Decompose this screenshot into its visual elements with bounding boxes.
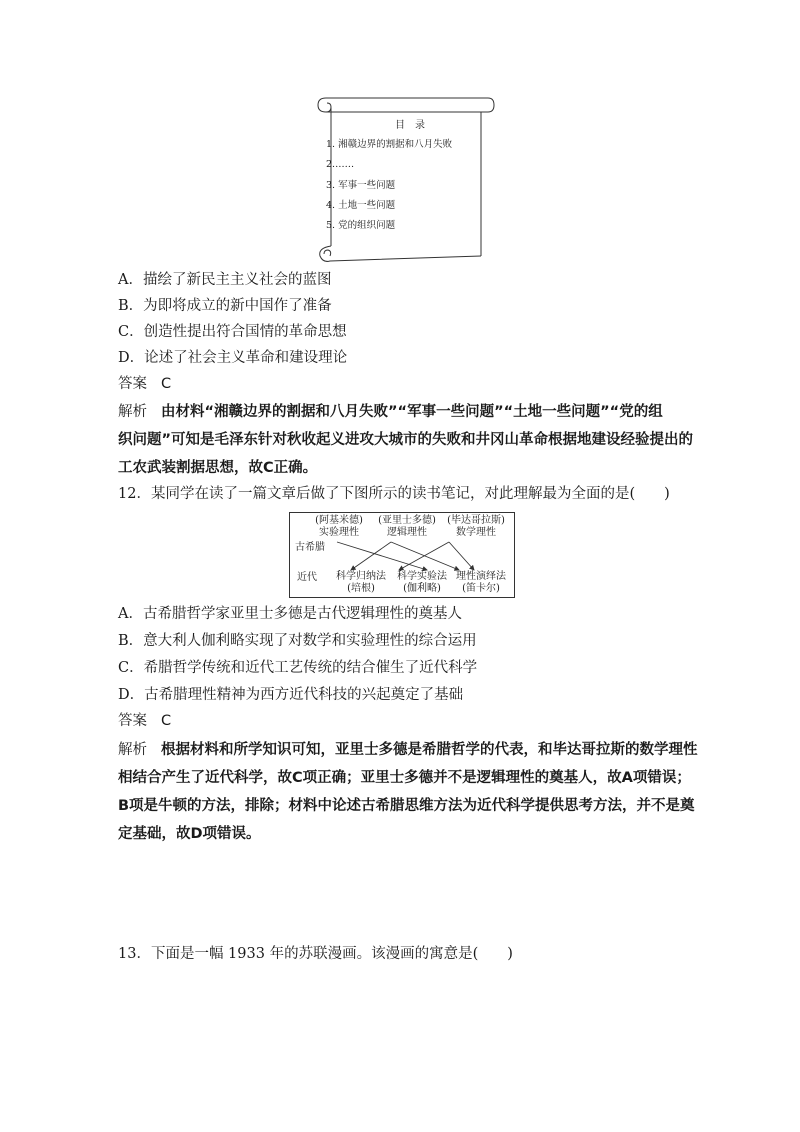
bottom-node-3 <box>451 571 511 595</box>
arrow-experimental-to-experiment <box>337 542 427 570</box>
top-node-1-name: (阿基米德) <box>315 515 363 526</box>
arrow-logical-to-induction <box>351 542 391 570</box>
top-node-2-name: (亚里士多德) <box>378 515 436 526</box>
q12-explanation-text-1: 根据材料和所学知识可知，亚里士多德是希腊哲学的代表，和毕达哥拉斯的数学理性 <box>161 742 698 758</box>
q12-answer <box>118 711 171 731</box>
scroll-figure <box>316 96 496 264</box>
arrow-math-to-deduction <box>449 542 474 570</box>
q12-answer-value: C <box>161 713 172 729</box>
q12-option-b: B．意大利人伽利略实现了对数学和实验理性的综合运用 <box>118 633 477 649</box>
q11-explanation-line-1 <box>118 402 663 422</box>
top-node-3-label: 数学理性 <box>456 527 496 538</box>
q11-explanation-line-2: 织问题”可知是毛泽东针对秋收起义进攻大城市的失败和井冈山革命根据地建设经验提出的 <box>118 432 694 448</box>
scroll-item-1: 1. 湘赣边界的割据和八月失败 <box>326 139 453 150</box>
q13-stem: 13．下面是一幅 1933 年的苏联漫画。该漫画的寓意是( ) <box>118 946 513 962</box>
bottom-node-1-name: (培根) <box>347 583 375 594</box>
scroll-item-2: 2.…… <box>326 159 355 170</box>
bottom-node-3-label: 理性演绎法 <box>456 571 506 582</box>
q11-explanation-tag: 解析 <box>118 404 147 420</box>
q11-option-d: D．论述了社会主义革命和建设理论 <box>118 350 348 366</box>
bottom-node-2-label: 科学实验法 <box>397 571 447 582</box>
q11-option-a: A．描绘了新民主主义社会的蓝图 <box>118 272 332 288</box>
q12-option-d: D．古希腊理性精神为西方近代科技的兴起奠定了基础 <box>118 687 464 703</box>
q12-explanation-line-1 <box>118 740 698 760</box>
scroll-item-3: 3. 军事一些问题 <box>326 180 396 191</box>
q12-answer-tag: 答案 <box>118 713 147 729</box>
top-node-1-label: 实验理性 <box>319 527 359 538</box>
q11-explanation-line-3: 工农武装割据思想，故C正确。 <box>118 460 318 476</box>
q11-explanation-text-1: 由材料“湘赣边界的割据和八月失败”“军事一些问题”“土地一些问题”“党的组 <box>161 404 663 420</box>
q12-explanation-line-4: 定基础，故D项错误。 <box>118 826 261 842</box>
q12-option-a: A．古希腊哲学家亚里士多德是古代逻辑理性的奠基人 <box>118 606 462 622</box>
scroll-item-5: 5. 党的组织问题 <box>326 220 396 231</box>
row-label-ancient-greece: 古希腊 <box>295 542 325 553</box>
arrow-math-to-experiment <box>399 542 449 570</box>
reading-notes-diagram <box>289 512 515 598</box>
top-node-1 <box>311 515 367 539</box>
top-node-3-name: (毕达哥拉斯) <box>447 515 505 526</box>
q12-explanation-tag: 解析 <box>118 742 147 758</box>
top-node-2 <box>375 515 439 539</box>
bottom-node-1-label: 科学归纳法 <box>336 571 386 582</box>
top-node-2-label: 逻辑理性 <box>387 527 427 538</box>
top-node-3 <box>443 515 509 539</box>
bottom-node-2 <box>393 571 451 595</box>
q11-answer <box>118 374 171 394</box>
scroll-title: 目 录 <box>395 120 425 131</box>
q12-explanation-line-3: B项是牛顿的方法，排除；材料中论述古希腊思维方法为近代科学提供思考方法，并不是奠 <box>118 798 695 814</box>
q12-option-c: C．希腊哲学传统和近代工艺传统的结合催生了近代科学 <box>118 660 478 676</box>
q11-answer-value: C <box>161 376 172 392</box>
scroll-item-4: 4. 土地一些问题 <box>326 200 396 211</box>
arrow-logical-to-deduction <box>391 542 459 570</box>
q12-explanation-line-2: 相结合产生了近代科学，故C项正确；亚里士多德并不是逻辑理性的奠基人，故A项错误； <box>118 770 691 786</box>
row-label-modern: 近代 <box>297 572 317 583</box>
q11-option-b: B．为即将成立的新中国作了准备 <box>118 298 332 314</box>
q11-option-c: C．创造性提出符合国情的革命思想 <box>118 324 347 340</box>
q12-stem: 12．某同学在读了一篇文章后做了下图所示的读书笔记，对此理解最为全面的是( ) <box>118 486 670 502</box>
bottom-node-1 <box>333 571 389 595</box>
bottom-node-3-name: (笛卡尔) <box>462 583 500 594</box>
bottom-node-2-name: (伽利略) <box>403 583 441 594</box>
q11-answer-tag: 答案 <box>118 376 147 392</box>
